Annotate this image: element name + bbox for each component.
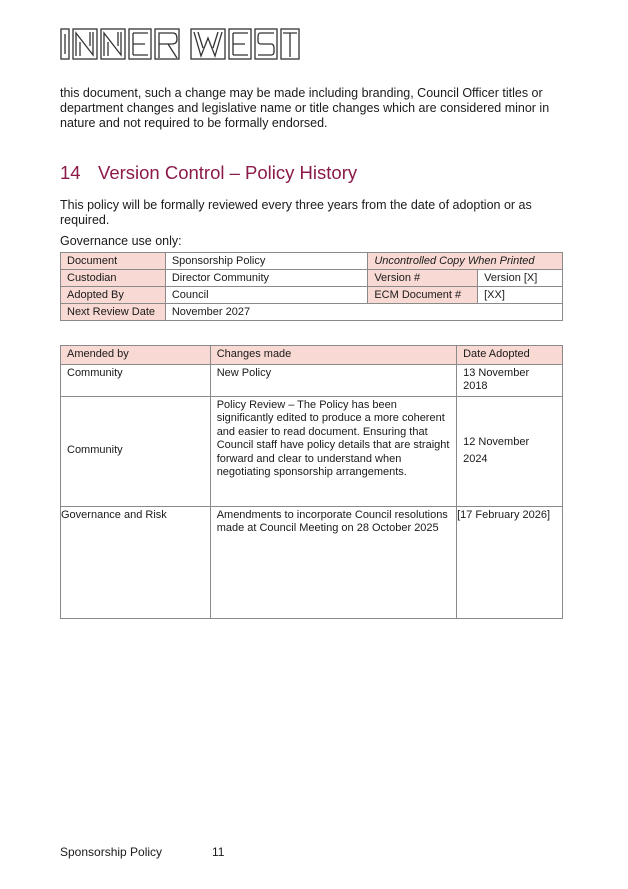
version-label: Version # — [368, 270, 478, 287]
date-cell: 13 November 2018 — [457, 364, 563, 396]
custodian-value: Director Community — [165, 270, 367, 287]
document-value: Sponsorship Policy — [165, 253, 367, 270]
table-row — [61, 270, 563, 287]
review-paragraph: This policy will be formally reviewed every three years from the date of adoption or as required. — [60, 198, 532, 227]
adopted-by-label: Adopted By — [61, 287, 166, 304]
date-cell: 12 November 2024 — [457, 396, 563, 506]
uncontrolled-note: Uncontrolled Copy When Printed — [374, 255, 535, 267]
adopted-by-value: Council — [165, 287, 367, 304]
section-number: 14 — [60, 162, 81, 183]
document-label: Document — [61, 253, 166, 270]
table-row — [61, 287, 563, 304]
custodian-label: Custodian — [61, 270, 166, 287]
amended-by-cell: Community — [61, 396, 211, 506]
ecm-label: ECM Document # — [368, 287, 478, 304]
page-number: 11 — [212, 845, 225, 859]
changes-cell: Amendments to incorporate Council resolutions made at Council Meeting on 28 October 2025 — [210, 506, 456, 618]
section-title: Version Control – Policy History — [98, 162, 358, 183]
footer-title: Sponsorship Policy — [60, 845, 163, 859]
history-table — [60, 345, 563, 619]
changes-cell: New Policy — [210, 364, 456, 396]
ecm-value: [XX] — [478, 287, 563, 304]
table-header-row — [61, 346, 563, 365]
governance-label: Governance use only: — [60, 234, 182, 248]
table-row — [61, 253, 563, 270]
table-row — [61, 396, 563, 506]
date-cell: [17 February 2026] — [457, 506, 563, 618]
header-date-adopted: Date Adopted — [457, 346, 563, 365]
amended-by-cell: Community — [61, 364, 211, 396]
changes-cell: Policy Review – The Policy has been significantly edited to produce a more coherent and easier to read document. Ensuring that Council staff have policy details that are straight forward and clear to understand when negotiating sponsorship arrangements. — [210, 396, 456, 506]
amended-by-cell: Governance and Risk — [61, 506, 211, 618]
version-value: Version [X] — [478, 270, 563, 287]
table-row — [61, 506, 563, 618]
next-review-label: Next Review Date — [61, 304, 166, 321]
intro-paragraph: this document, such a change may be made including branding, Council Officer titles or department changes and legislative name or title changes which are considered minor in nature and not required to be formally endorsed. — [60, 86, 550, 130]
section-heading — [60, 162, 357, 184]
table-row — [61, 364, 563, 396]
header-amended-by: Amended by — [61, 346, 211, 365]
next-review-value: November 2027 — [165, 304, 562, 321]
table-row — [61, 304, 563, 321]
page-footer — [60, 845, 225, 859]
header-changes-made: Changes made — [210, 346, 456, 365]
inner-west-logo — [60, 28, 300, 65]
governance-table — [60, 252, 563, 321]
